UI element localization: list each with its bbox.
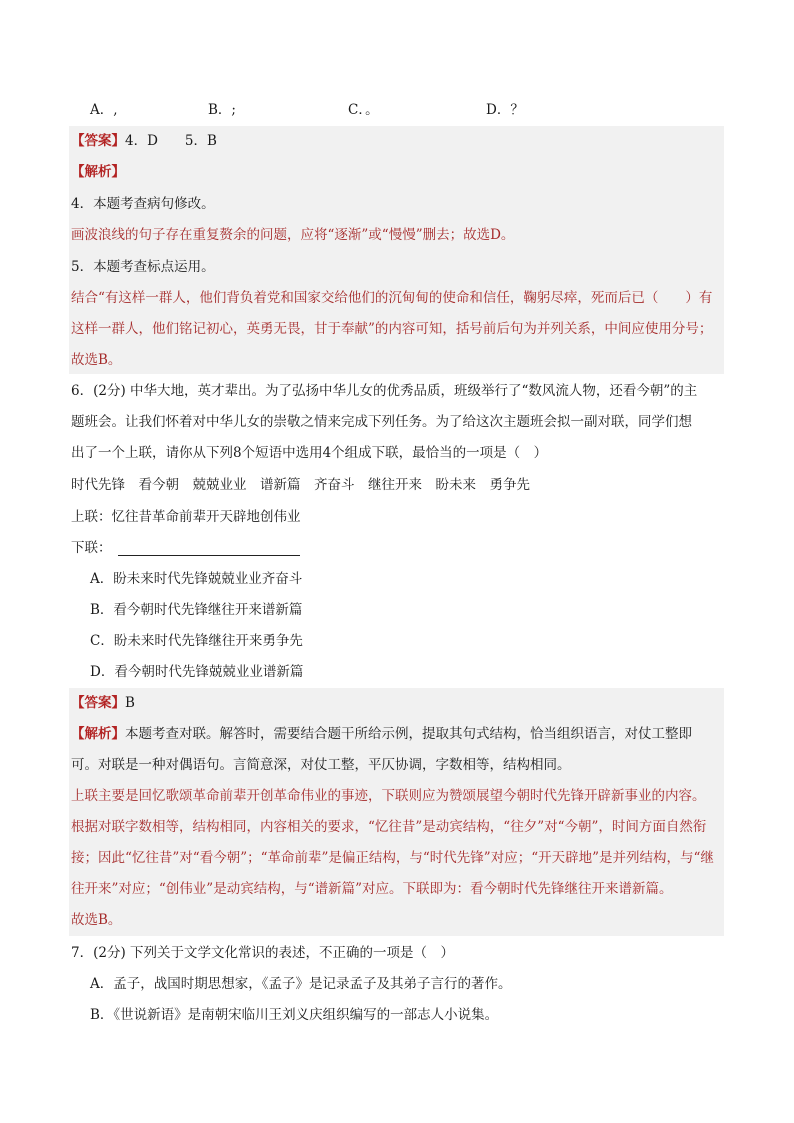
q7-stem: 7．(2分) 下列关于文学文化常识的表述，不正确的一项是（ ） [71, 945, 455, 961]
q4-analysis-title: 4．本题考查病句修改。 [71, 196, 215, 212]
q6-answer-blank [118, 541, 300, 556]
q6-explain-line-2: 根据对联字数相等，结构相同，内容相关的要求，“忆往昔”是动宾结构，“往夕”对“今朝”，时间方面自然衔 [71, 819, 707, 835]
q4-analysis-text: 画波浪线的句子存在重复赘余的问题，应将“逐渐”或“慢慢”删去；故选D。 [71, 227, 515, 243]
q6-explain-line-4: 往开来”对应；“创伟业”是动宾结构，与“谱新篇”对应。下联即为：看今朝时代先锋继往开来谱新篇。 [71, 881, 673, 897]
q6-lower-label: 下联： [71, 540, 112, 556]
q6-answer-line [71, 688, 135, 718]
q6-lower-couplet [71, 533, 300, 563]
q7-option-b: B．《世说新语》是南朝宋临川王刘义庆组织编写的一部志人小说集。 [90, 1007, 499, 1023]
q5-option-d: D．？ [486, 102, 524, 118]
analysis-tag: 【解析】 [71, 164, 125, 180]
q6-stem-line-1: 6．(2分) 中华大地，英才辈出。为了弘扬中华儿女的优秀品质，班级举行了“数风流人物，还看今朝”的主 [71, 383, 698, 399]
answer-tag: 【答案】 [71, 133, 125, 149]
q6-option-c: C．盼未来时代先锋继往开来勇争先 [90, 633, 303, 649]
q5-analysis-line-1: 结合“有这样一群人，他们背负着党和国家交给他们的沉甸甸的使命和信任，鞠躬尽瘁，死而后已（ ）有 [71, 290, 713, 306]
q6-analysis-line-1 [71, 719, 692, 749]
q6-option-d: D．看今朝时代先锋兢兢业业谱新篇 [90, 664, 304, 680]
q6-explain-line-5: 故选B。 [71, 912, 122, 928]
q6-phrases: 时代先锋 看今朝 兢兢业业 谱新篇 齐奋斗 继往开来 盼未来 勇争先 [71, 477, 530, 493]
q7-option-a: A．孟子，战国时期思想家，《孟子》是记录孟子及其弟子言行的著作。 [90, 976, 512, 992]
q6-explain-line-3: 接；因此“忆往昔”对“看今朝”；“革命前辈”是偏正结构，与“时代先锋”对应；“开天辟地”是并列结构，与“继 [71, 850, 714, 866]
q6-upper-couplet: 上联：忆往昔革命前辈开天辟地创伟业 [71, 509, 301, 525]
q6-option-b: B．看今朝时代先锋继往开来谱新篇 [90, 602, 303, 618]
answer-line-q4-q5 [71, 126, 217, 156]
q6-stem-line-2: 题班会。让我们怀着对中华儿女的崇敬之情来完成下列任务。为了给这次主题班会拟一副对联，同学们想 [71, 414, 692, 430]
q6-analysis-text-1: 本题考查对联。解答时，需要结合题干所给示例，提取其句式结构，恰当组织语言，对仗工整即 [125, 726, 692, 742]
q5-option-b: B．; [208, 102, 236, 118]
q6-answer-value: B [125, 695, 135, 711]
q5-option-a: A．, [90, 102, 118, 118]
q5-analysis-line-2: 这样一群人，他们铭记初心，英勇无畏，甘于奉献”的内容可知，括号前后句为并列关系，中间应使用分号； [71, 321, 713, 337]
q6-option-a: A．盼未来时代先锋兢兢业业齐奋斗 [90, 571, 303, 587]
analysis-heading [71, 157, 125, 187]
answer-text: 4．D 5．B [125, 133, 217, 149]
q5-analysis-line-3: 故选B。 [71, 352, 122, 368]
q6-analysis-line-2: 可。对联是一种对偶语句。言简意深，对仗工整，平仄协调，字数相等，结构相同。 [71, 757, 571, 773]
q5-analysis-title: 5．本题考查标点运用。 [71, 259, 215, 275]
q6-answer-tag: 【答案】 [71, 695, 125, 711]
q6-analysis-tag: 【解析】 [71, 726, 125, 742]
q6-stem-line-3: 出了一个上联，请你从下列8个短语中选用4个组成下联，最恰当的一项是（ ） [71, 445, 548, 461]
q5-option-c: C．。 [348, 102, 379, 118]
q6-explain-line-1: 上联主要是回忆歌颂革命前辈开创革命伟业的事迹，下联则应为赞颂展望今朝时代先锋开辟新事业的内容。 [71, 788, 706, 804]
